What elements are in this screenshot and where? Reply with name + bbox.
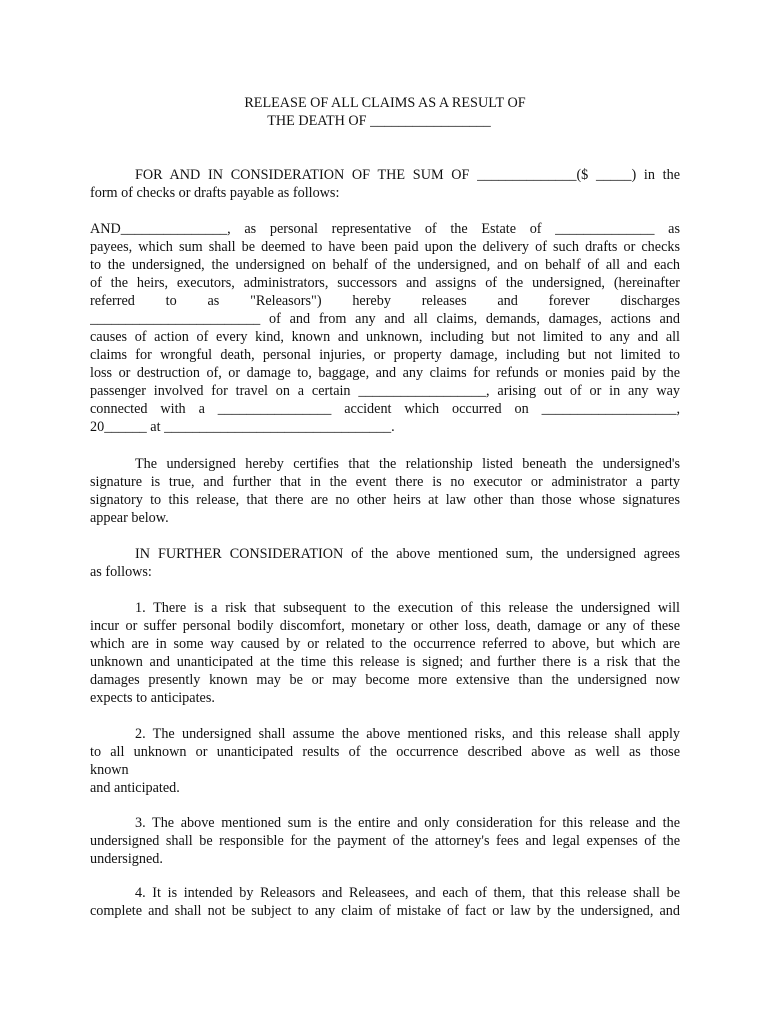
paragraph-line: causes of action of every kind, known and unknown, including but not limited to any and all bbox=[90, 329, 680, 345]
paragraph-line: passenger involved for travel on a certain __________________, arising out of or in any way bbox=[90, 383, 680, 399]
paragraph-line: appear below. bbox=[90, 510, 169, 526]
paragraph-line: 4. It is intended by Releasors and Releasees, and each of them, that this release shall be bbox=[135, 885, 680, 901]
paragraph-line: form of checks or drafts payable as follows: bbox=[90, 185, 340, 201]
paragraph-line: 2. The undersigned shall assume the above mentioned risks, and this release shall apply bbox=[135, 726, 680, 742]
clause-3-paragraph bbox=[90, 814, 680, 868]
paragraph-line: undersigned shall be responsible for the payment of the attorney's fees and legal expenses of the bbox=[90, 833, 680, 849]
paragraph-line: to all unknown or unanticipated results of the occurrence described above as well as those bbox=[90, 744, 680, 760]
document-title-line-2: THE DEATH OF _________________ bbox=[267, 113, 491, 129]
paragraph-line: 3. The above mentioned sum is the entire and only consideration for this release and the bbox=[135, 815, 680, 831]
paragraph-line: referred to as "Releasors") hereby releases and forever discharges bbox=[90, 293, 680, 309]
paragraph-line: connected with a ________________ accident which occurred on ___________________, bbox=[90, 401, 680, 417]
paragraph-line: undersigned. bbox=[90, 851, 163, 867]
paragraph-line: which are in some way caused by or related to the occurrence referred to above, but which are bbox=[90, 636, 680, 652]
paragraph-line: 1. There is a risk that subsequent to the execution of this release the undersigned will bbox=[135, 600, 680, 616]
document-title-line-1: RELEASE OF ALL CLAIMS AS A RESULT OF bbox=[244, 95, 526, 111]
paragraph-line: expects to anticipates. bbox=[90, 690, 215, 706]
paragraph-line: unknown and unanticipated at the time this release is signed; and further there is a risk that the bbox=[90, 654, 680, 670]
paragraph-line: damages presently known may be or may become more extensive than the undersigned now bbox=[90, 672, 680, 688]
paragraph-line: The undersigned hereby certifies that the relationship listed beneath the undersigned's bbox=[135, 456, 680, 472]
payees-release-paragraph bbox=[90, 220, 680, 436]
paragraph-line: payees, which sum shall be deemed to have been paid upon the delivery of such drafts or checks bbox=[90, 239, 680, 255]
clause-1-paragraph bbox=[90, 599, 680, 707]
paragraph-line: loss or destruction of, or damage to, baggage, and any claims for refunds or monies paid by the bbox=[90, 365, 680, 381]
paragraph-line: FOR AND IN CONSIDERATION OF THE SUM OF ______________($ _____) in the bbox=[135, 167, 680, 183]
paragraph-line: 20______ at ________________________________. bbox=[90, 419, 395, 435]
paragraph-line: and anticipated. bbox=[90, 780, 180, 796]
paragraph-line: ________________________ of and from any and all claims, demands, damages, actions and bbox=[90, 311, 680, 327]
paragraph-line: known bbox=[90, 762, 129, 778]
paragraph-line: as follows: bbox=[90, 564, 152, 580]
paragraph-line: signatory to this release, that there are no other heirs at law other than those whose signatures bbox=[90, 492, 680, 508]
paragraph-line: signature is true, and further that in the event there is no executor or administrator a party bbox=[90, 474, 680, 490]
paragraph-line: IN FURTHER CONSIDERATION of the above mentioned sum, the undersigned agrees bbox=[135, 546, 680, 562]
paragraph-line: to the undersigned, the undersigned on behalf of the undersigned, and on behalf of all and each bbox=[90, 257, 680, 273]
paragraph-line: claims for wrongful death, personal injuries, or property damage, including but not limited to bbox=[90, 347, 680, 363]
certification-paragraph bbox=[90, 455, 680, 527]
consideration-paragraph bbox=[90, 166, 680, 202]
paragraph-line: of the heirs, executors, administrators, successors and assigns of the undersigned, (hereinafter bbox=[90, 275, 680, 291]
paragraph-line: complete and shall not be subject to any claim of mistake of fact or law by the undersigned, and bbox=[90, 903, 680, 919]
clause-4-paragraph bbox=[90, 884, 680, 920]
paragraph-line: AND_______________, as personal representative of the Estate of ______________ as bbox=[90, 221, 680, 237]
clause-2-paragraph bbox=[90, 725, 680, 797]
further-consideration-paragraph bbox=[90, 545, 680, 581]
paragraph-line: incur or suffer personal bodily discomfort, monetary or other loss, death, damage or any of these bbox=[90, 618, 680, 634]
